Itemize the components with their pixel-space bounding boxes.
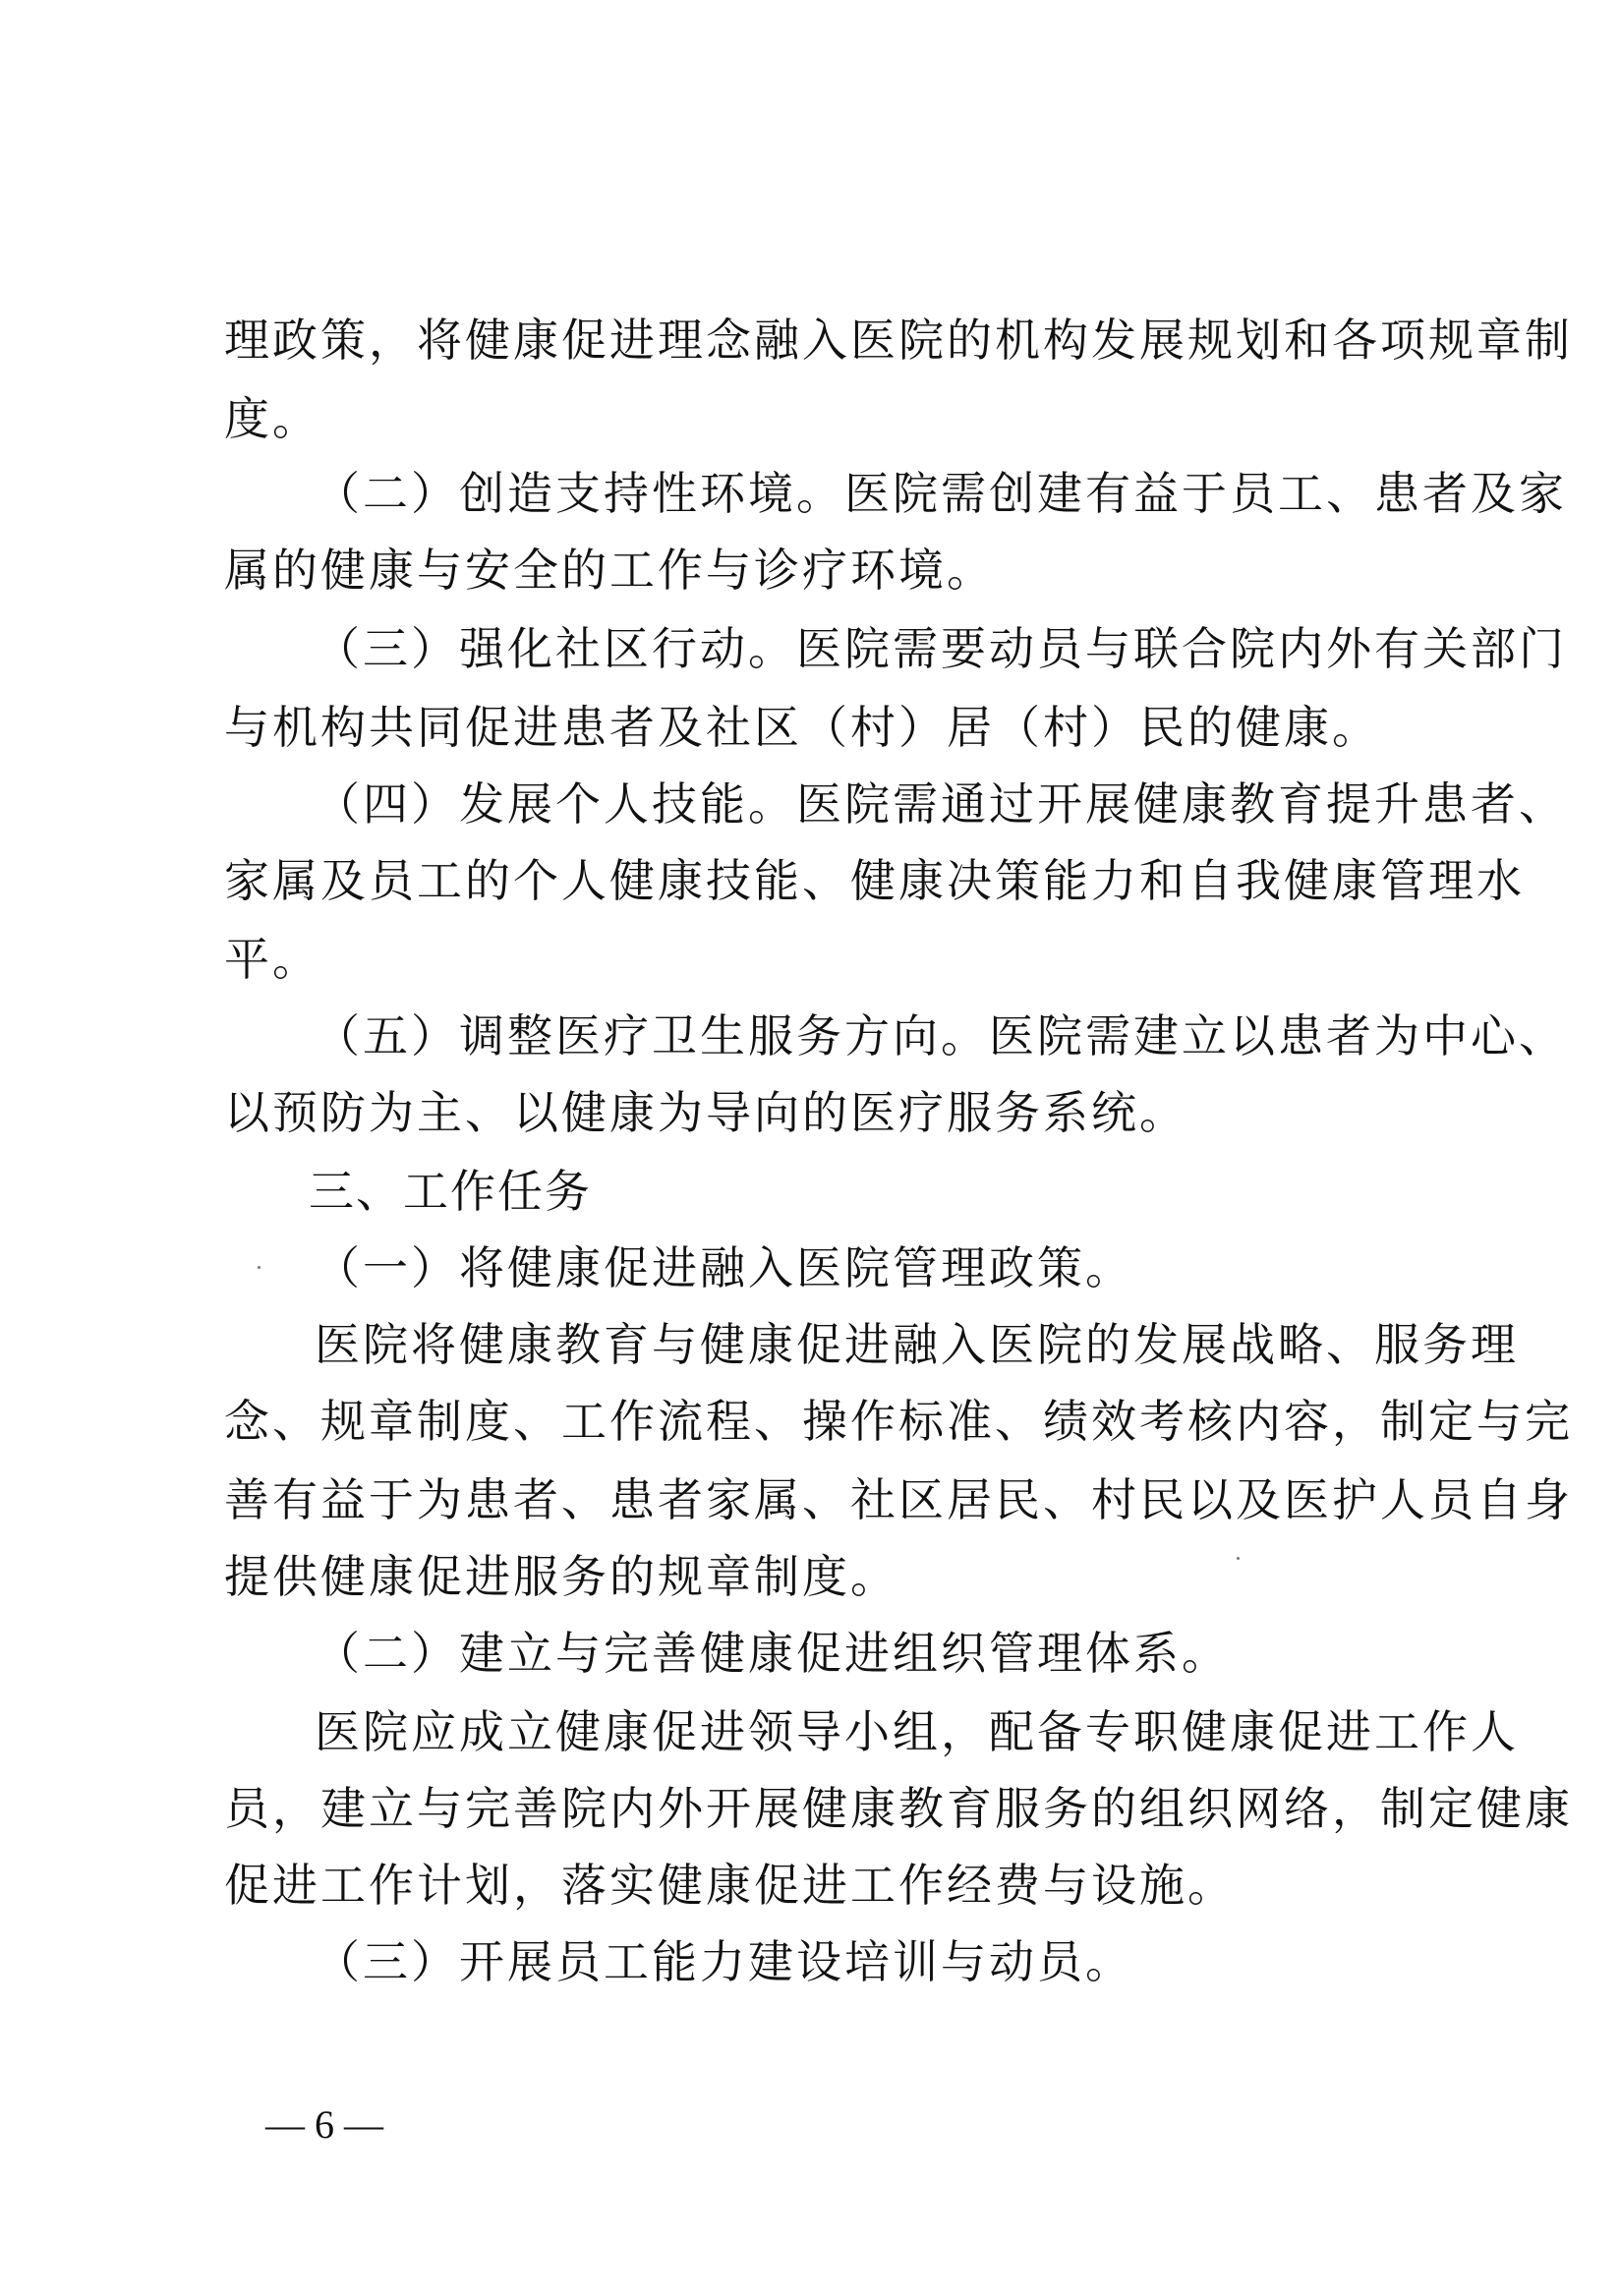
text-line: 平。 — [224, 933, 320, 986]
text-line: （四）发展个人技能。医院需通过开展健康教育提升患者、 — [315, 777, 1567, 831]
text-line: （二）创造支持性环境。医院需创建有益于员工、患者及家 — [315, 467, 1567, 520]
text-line: 家属及员工的个人健康技能、健康决策能力和自我健康管理水 — [224, 854, 1525, 907]
text-line: 与机构共同促进患者及社区（村）居（村）民的健康。 — [224, 701, 1380, 754]
text-line: 理政策，将健康促进理念融入医院的机构发展规划和各项规章制 — [224, 314, 1573, 367]
text-line: 促进工作计划，落实健康促进工作经费与设施。 — [224, 1859, 1236, 1912]
section-heading: 三、工作任务 — [309, 1165, 592, 1218]
text-line: 医院将健康教育与健康促进融入医院的发展战略、服务理 — [315, 1318, 1519, 1371]
subsection-title: （一）将健康促进融入医院管理政策。 — [315, 1241, 1133, 1294]
subsection-title: （二）建立与完善健康促进组织管理体系。 — [315, 1627, 1230, 1680]
scan-speck — [1237, 1557, 1240, 1560]
text-line: 医院应成立健康促进领导小组，配备专职健康促进工作人 — [315, 1705, 1519, 1758]
text-line: 念、规章制度、工作流程、操作标准、绩效考核内容，制定与完 — [224, 1395, 1573, 1448]
scan-speck — [258, 1266, 260, 1269]
text-line: （五）调整医疗卫生服务方向。医院需建立以患者为中心、 — [315, 1009, 1567, 1062]
text-line: 属的健康与安全的工作与诊疗环境。 — [224, 544, 995, 597]
text-line: （三）强化社区行动。医院需要动员与联合院内外有关部门 — [315, 622, 1567, 675]
subsection-title: （三）开展员工能力建设培训与动员。 — [315, 1935, 1133, 1988]
text-line: 善有益于为患者、患者家属、社区居民、村民以及医护人员自身 — [224, 1473, 1573, 1526]
page-number: — 6 — — [265, 2102, 383, 2147]
text-line: 以预防为主、以健康为导向的医疗服务系统。 — [224, 1086, 1187, 1139]
text-line: 提供健康促进服务的规章制度。 — [224, 1550, 898, 1603]
text-line: 度。 — [224, 392, 320, 445]
text-line: 员，建立与完善院内外开展健康教育服务的组织网络，制定健康 — [224, 1782, 1573, 1835]
